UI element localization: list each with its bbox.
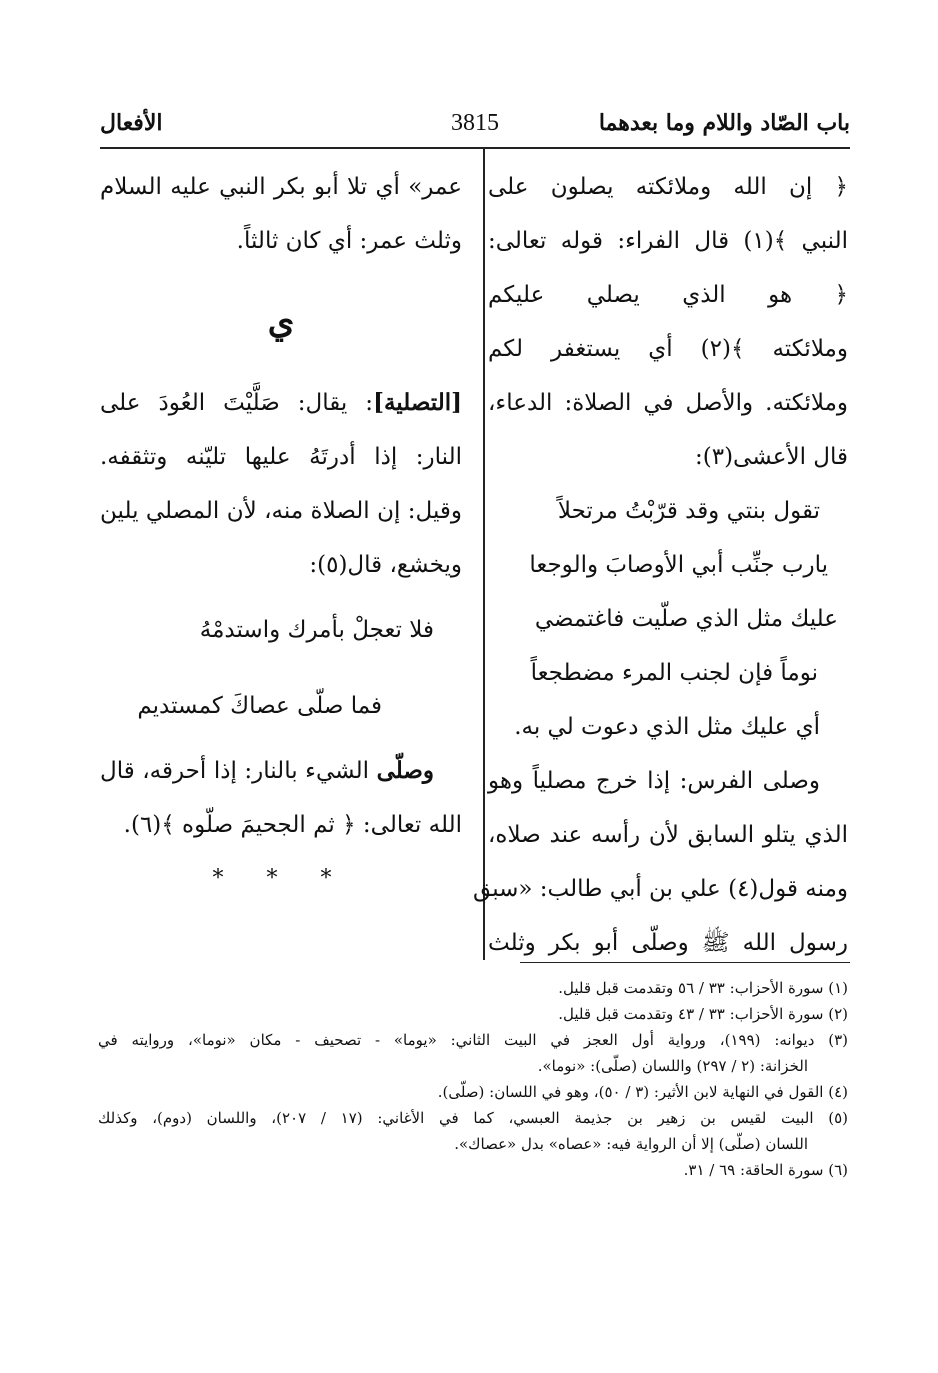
- text-line: أي عليك مثل الذي دعوت لي به.: [514, 714, 820, 740]
- right-column: [473, 160, 848, 970]
- chapter-title: الأفعال: [100, 110, 163, 136]
- text-line: رسول الله ﷺ وصلّى أبو بكر وثلث: [488, 930, 848, 956]
- footnotes: [98, 975, 848, 1183]
- text-line: [100, 744, 462, 798]
- footnote-6: (٦) سورة الحاقة: ٦٩ / ٣١.: [683, 1161, 848, 1179]
- column-divider: [483, 148, 485, 960]
- left-column: [100, 160, 462, 906]
- footnote-4: (٤) القول في النهاية لابن الأثير: (٣ / ٥٠)، وهو في اللسان: (صلّى).: [437, 1083, 848, 1101]
- text-line: وملائكته. والأصل في الصلاة: الدعاء،: [488, 390, 848, 416]
- text-line: وصلى الفرس: إذا خرج مصلياً وهو: [488, 768, 820, 794]
- section-end-stars: * * *: [212, 866, 350, 891]
- text-line: ويخشع، قال(٥):: [309, 552, 462, 578]
- entry-term: [التصلية]: [373, 389, 462, 416]
- text-line: ﴿ هو الذي يصلي عليكم: [488, 282, 848, 308]
- page-number: 3815: [451, 110, 499, 136]
- text-line: ومنه قول(٤) علي بن أبي طالب: «سبق: [473, 876, 848, 902]
- text-line: ﴿ إن الله وملائكته يصلون على: [488, 174, 848, 200]
- footnote-3: (٣) ديوانه: (١٩٩)، ورواية أول العجز في البيت الثاني: «يوما» - تصحيف - مكان «نوما»، وروايته في: [98, 1031, 848, 1049]
- footnote-5: (٥) البيت لقيس بن زهير بن جذيمة العبسي، كما في الأغاني: (١٧ / ٢٠٧)، واللسان (دوم)، وكذلك: [98, 1109, 848, 1127]
- sub-text: الشيء بالنار: إذا أحرقه، قال: [100, 758, 377, 784]
- footnote-1: (١) سورة الأحزاب: ٣٣ / ٥٦ وتقدمت قبل قليل.: [558, 979, 848, 997]
- text-line: النبي ﴾(١) قال الفراء: قوله تعالى:: [488, 228, 848, 254]
- sub-term: وصلّى: [376, 757, 434, 784]
- text-line: وقيل: إن الصلاة منه، لأن المصلي يلين: [100, 498, 462, 524]
- verse-line: فما صلّى عصاكَ كمستديم: [137, 693, 382, 719]
- text-line: النار: إذا أدرتَهُ عليها تليّنه وتثقفه.: [100, 444, 462, 470]
- verse-line: يارب جنِّب أبي الأوصابَ والوجعا: [529, 552, 828, 578]
- verse-line: فلا تعجلْ بأمرك واستدمْهُ: [199, 617, 434, 643]
- entry-line: [100, 376, 462, 430]
- text-line: وثلث عمر: أي كان ثالثاً.: [236, 228, 462, 254]
- footnote-3-continuation: الخزانة: (٢ / ٢٩٧) واللسان (صلّى): «نوما».: [537, 1057, 808, 1075]
- entry-text: : يقال: صَلَّيْتَ العُودَ على: [100, 390, 374, 416]
- text-line: عمر» أي تلا أبو بكر النبي عليه السلام: [100, 174, 462, 200]
- letter-heading: ي: [267, 302, 295, 342]
- footnote-2: (٢) سورة الأحزاب: ٣٣ / ٤٣ وتقدمت قبل قليل.: [558, 1005, 848, 1023]
- footnote-5-continuation: اللسان (صلّى) إلا أن الرواية فيه: «عصاه» بدل «عصاك».: [454, 1135, 808, 1153]
- verse-line: تقول بنتي وقد قرّبْتُ مرتحلاً: [557, 498, 820, 524]
- page-header: [100, 110, 850, 146]
- header-rule: [100, 147, 850, 149]
- footnote-rule: [520, 962, 850, 963]
- text-line: الذي يتلو السابق لأن رأسه عند صلاه،: [488, 822, 848, 848]
- verse-line: عليك مثل الذي صلّيت فاغتمضي: [534, 606, 838, 632]
- text-line: الله تعالى: ﴿ ثم الجحيمَ صلّوه ﴾(٦).: [123, 812, 462, 838]
- text-line: وملائكته ﴾(٢) أي يستغفر لكم: [488, 336, 848, 362]
- text-line: قال الأعشى(٣):: [694, 444, 848, 470]
- section-title: باب الصّاد واللام وما بعدهما: [598, 110, 850, 136]
- verse-line: نوماً فإن لجنب المرء مضطجعاً: [530, 660, 818, 686]
